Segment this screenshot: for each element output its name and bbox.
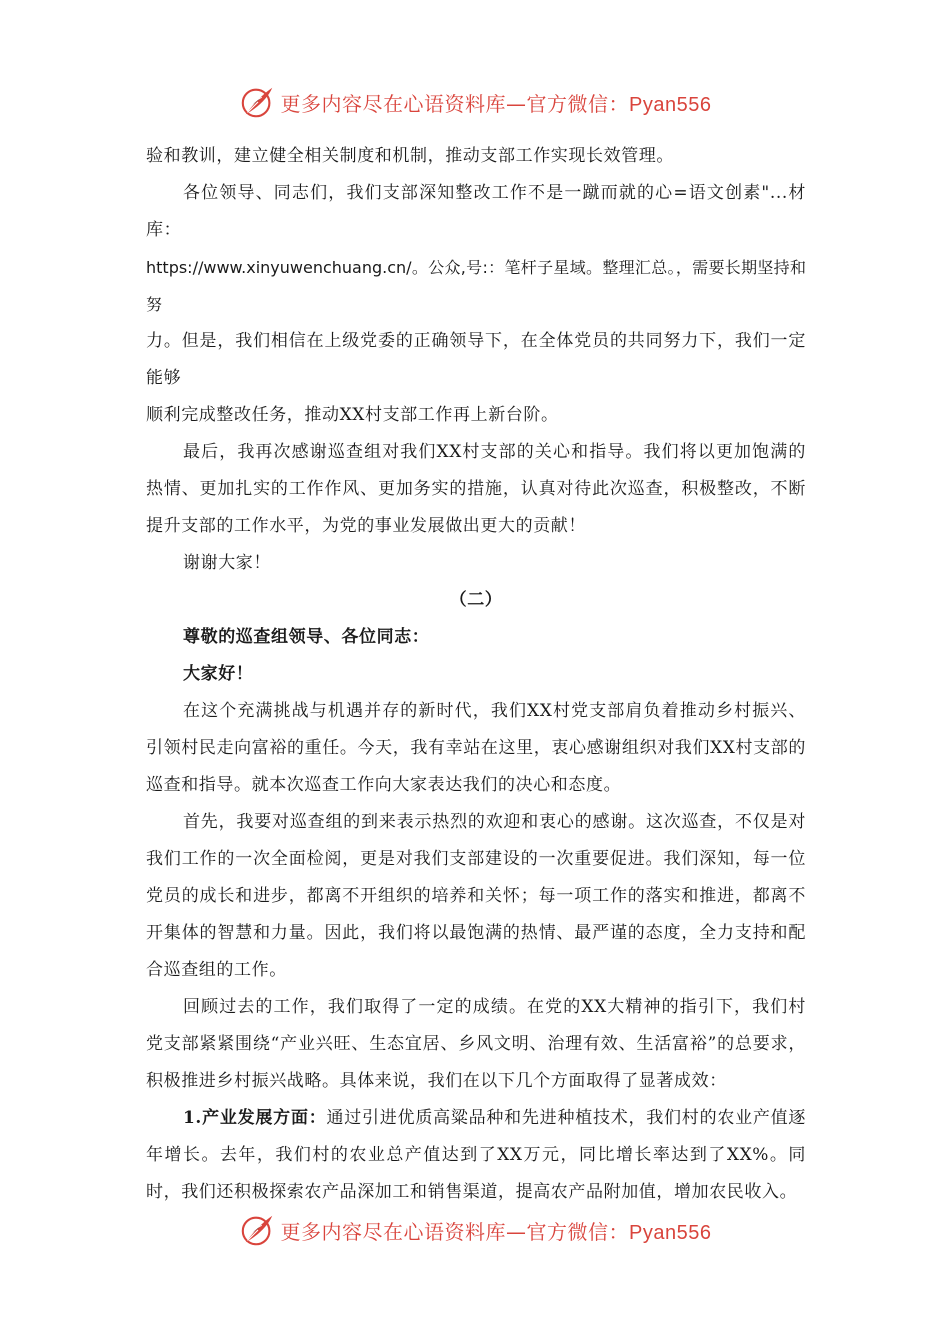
paragraph-2-line-1: 各位领导、同志们，我们支部深知整改工作不是一蹴而就的心=语文创素"...材库： (146, 183, 806, 240)
paragraph-4: 谢谢大家！ (183, 553, 271, 573)
paragraph-3: 最后，我再次感谢巡查组对我们XX村支部的关心和指导。我们将以更加饱满的热情、更加扎实的工作作风、更加务实的措施，认真对待此次巡查，积极整改，不断提升支部的工作水平，为党的事业发展做出更大的贡献！ (146, 442, 806, 536)
quill-logo-icon (239, 83, 277, 121)
paragraph-8 (146, 1100, 806, 1211)
header-wechat-id: Pyan556 (629, 93, 712, 116)
salutation: 尊敬的巡查组领导、各位同志： (183, 627, 430, 647)
paragraph-2-line-2: https://www.xinyuwenchuang.cn/。公众,号:：笔杆子星域。整理汇总。，需要长期坚持和努 (146, 258, 806, 314)
section-title: （二） (449, 590, 503, 610)
footer-banner (0, 1208, 950, 1252)
paragraph-2-line-4: 顺利完成整改任务，推动XX村支部工作再上新台阶。 (146, 405, 559, 425)
paragraph-7: 回顾过去的工作，我们取得了一定的成绩。在党的XX大精神的指引下，我们村党支部紧紧围绕“产业兴旺、生态宜居、乡风文明、治理有效、生活富裕”的总要求，积极推进乡村振兴战略。具体来说，我们在以下几个方面取得了显著成效： (146, 997, 806, 1091)
paragraph-2-line-3: 力。但是，我们相信在上级党委的正确领导下，在全体党员的共同努力下，我们一定能够 (146, 331, 806, 388)
greeting: 大家好！ (183, 664, 254, 684)
header-text: 更多内容尽在心语资料库—官方微信：Pyan556 (280, 91, 712, 116)
paragraph-8-lead: 1.产业发展方面： (183, 1108, 327, 1128)
footer-wechat-id: Pyan556 (629, 1221, 712, 1244)
paragraph-1: 验和教训，建立健全相关制度和机制，推动支部工作实现长效管理。 (146, 146, 674, 166)
document-body (146, 138, 806, 1211)
paragraph-8-text: 通过引进优质高粱品种和先进种植技术，我们村的农业产值逐年增长。去年，我们村的农业总产值达到了XX万元，同比增长率达到了XX%。同时，我们还积极探索农产品深加工和销售渠道，提高农产品附加值，增加农民收入。 (146, 1108, 806, 1202)
paragraph-5: 在这个充满挑战与机遇并存的新时代，我们XX村党支部肩负着推动乡村振兴、引领村民走向富裕的重任。今天，我有幸站在这里，衷心感谢组织对我们XX村支部的巡查和指导。就本次巡查工作向大家表达我们的决心和态度。 (146, 701, 806, 795)
quill-logo-icon (239, 1211, 277, 1249)
header-banner (0, 80, 950, 124)
footer-text: 更多内容尽在心语资料库—官方微信：Pyan556 (280, 1219, 712, 1244)
paragraph-6: 首先，我要对巡查组的到来表示热烈的欢迎和衷心的感谢。这次巡查，不仅是对我们工作的一次全面检阅，更是对我们支部建设的一次重要促进。我们深知，每一位党员的成长和进步，都离不开组织的培养和关怀；每一项工作的落实和推进，都离不开集体的智慧和力量。因此，我们将以最饱满的热情、最严谨的态度，全力支持和配合巡查组的工作。 (146, 812, 806, 980)
